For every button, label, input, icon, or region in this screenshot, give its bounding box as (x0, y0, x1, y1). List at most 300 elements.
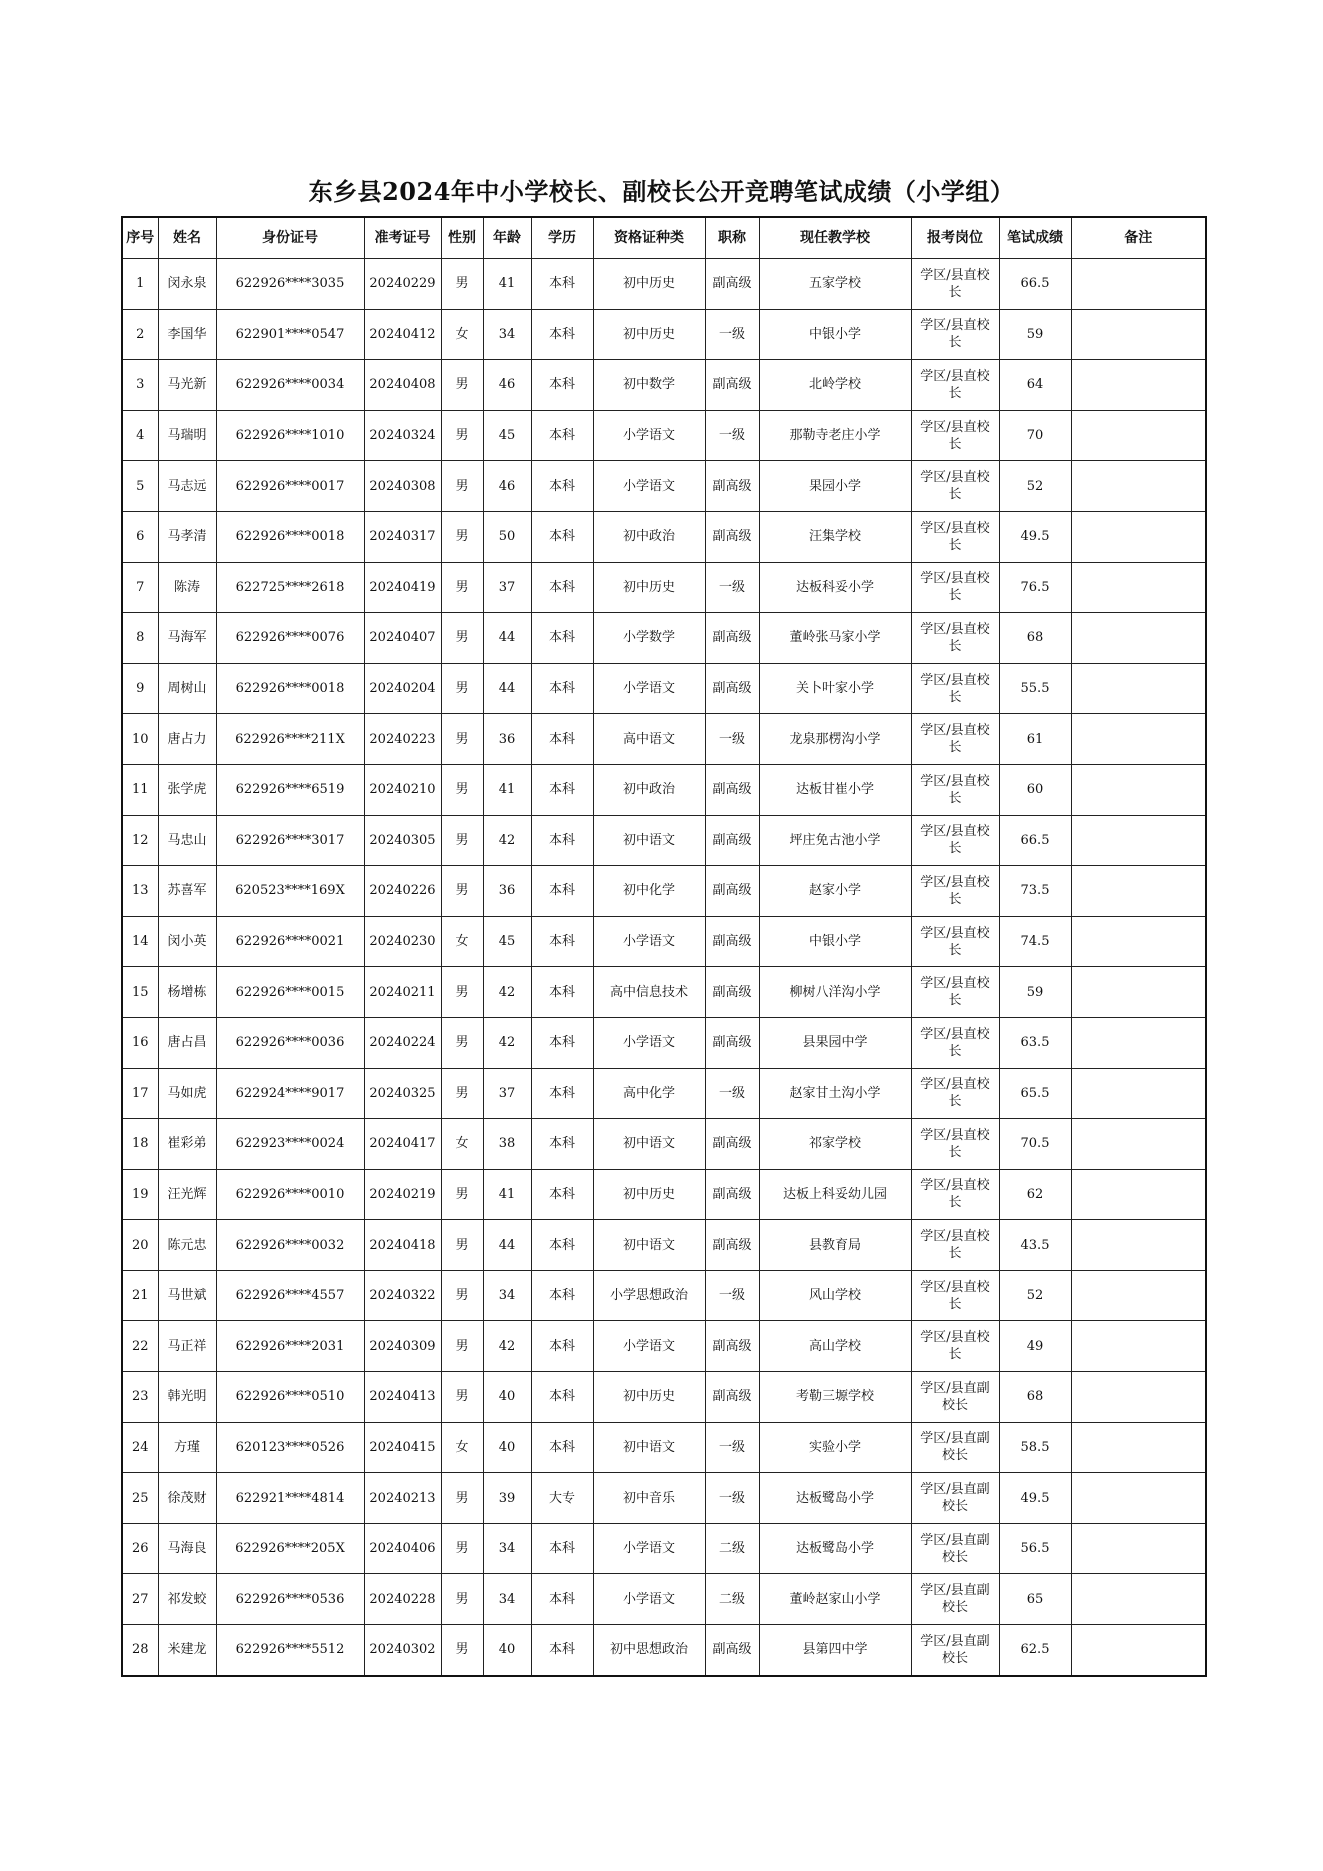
cell-index: 9 (122, 663, 158, 714)
cell-name: 陈涛 (158, 562, 216, 613)
cell-name: 米建龙 (158, 1625, 216, 1676)
table-row (122, 1473, 1206, 1524)
cell-age: 42 (483, 1017, 531, 1068)
cell-age: 46 (483, 360, 531, 411)
cell-score: 62.5 (999, 1625, 1071, 1676)
cell-certificate: 小学语文 (593, 1574, 705, 1625)
table-body (122, 259, 1206, 1676)
cell-remarks (1071, 1119, 1206, 1170)
col-header-education: 学历 (531, 217, 593, 259)
cell-current-school: 达板鹭岛小学 (759, 1523, 911, 1574)
cell-certificate: 小学思想政治 (593, 1270, 705, 1321)
table-row (122, 1372, 1206, 1423)
cell-id-number: 622926****205X (216, 1523, 364, 1574)
cell-title: 副高级 (705, 916, 759, 967)
cell-index: 5 (122, 461, 158, 512)
cell-score: 52 (999, 1270, 1071, 1321)
cell-gender: 男 (441, 1473, 483, 1524)
cell-exam-number: 20240211 (364, 967, 441, 1018)
cell-index: 14 (122, 916, 158, 967)
cell-index: 7 (122, 562, 158, 613)
table-row (122, 764, 1206, 815)
cell-current-school: 五家学校 (759, 259, 911, 310)
cell-exam-number: 20240213 (364, 1473, 441, 1524)
cell-current-school: 龙泉那楞沟小学 (759, 714, 911, 765)
cell-gender: 男 (441, 511, 483, 562)
cell-current-school: 董岭赵家山小学 (759, 1574, 911, 1625)
cell-age: 50 (483, 511, 531, 562)
cell-age: 34 (483, 1270, 531, 1321)
cell-education: 本科 (531, 1372, 593, 1423)
cell-title: 副高级 (705, 1372, 759, 1423)
cell-education: 本科 (531, 1625, 593, 1676)
cell-education: 本科 (531, 815, 593, 866)
table-row (122, 562, 1206, 613)
table-row (122, 1625, 1206, 1676)
cell-certificate: 初中音乐 (593, 1473, 705, 1524)
cell-index: 28 (122, 1625, 158, 1676)
cell-age: 41 (483, 764, 531, 815)
cell-score: 58.5 (999, 1422, 1071, 1473)
cell-current-school: 关卜叶家小学 (759, 663, 911, 714)
table-row (122, 360, 1206, 411)
cell-position: 学区/县直校长 (911, 1068, 999, 1119)
cell-exam-number: 20240226 (364, 866, 441, 917)
cell-remarks (1071, 410, 1206, 461)
cell-education: 大专 (531, 1473, 593, 1524)
cell-index: 25 (122, 1473, 158, 1524)
cell-id-number: 622926****0017 (216, 461, 364, 512)
cell-id-number: 622926****211X (216, 714, 364, 765)
cell-score: 65.5 (999, 1068, 1071, 1119)
cell-age: 37 (483, 562, 531, 613)
cell-age: 42 (483, 815, 531, 866)
cell-id-number: 622921****4814 (216, 1473, 364, 1524)
table-row (122, 613, 1206, 664)
cell-gender: 男 (441, 1372, 483, 1423)
cell-exam-number: 20240317 (364, 511, 441, 562)
cell-title: 副高级 (705, 1017, 759, 1068)
cell-position: 学区/县直校长 (911, 309, 999, 360)
cell-index: 4 (122, 410, 158, 461)
cell-remarks (1071, 1574, 1206, 1625)
cell-education: 本科 (531, 1220, 593, 1271)
table-row (122, 866, 1206, 917)
table-row (122, 259, 1206, 310)
cell-education: 本科 (531, 663, 593, 714)
cell-certificate: 初中化学 (593, 866, 705, 917)
col-header-gender: 性别 (441, 217, 483, 259)
cell-position: 学区/县直副校长 (911, 1625, 999, 1676)
scores-table (121, 216, 1207, 1677)
cell-remarks (1071, 1473, 1206, 1524)
cell-exam-number: 20240308 (364, 461, 441, 512)
cell-age: 34 (483, 1523, 531, 1574)
cell-index: 6 (122, 511, 158, 562)
cell-score: 76.5 (999, 562, 1071, 613)
cell-name: 马世斌 (158, 1270, 216, 1321)
page-title: 东乡县2024年中小学校长、副校长公开竞聘笔试成绩（小学组） (308, 177, 1015, 206)
cell-exam-number: 20240219 (364, 1169, 441, 1220)
cell-current-school: 达板鹭岛小学 (759, 1473, 911, 1524)
cell-name: 马志远 (158, 461, 216, 512)
cell-age: 45 (483, 410, 531, 461)
cell-certificate: 初中语文 (593, 815, 705, 866)
cell-position: 学区/县直校长 (911, 461, 999, 512)
cell-score: 61 (999, 714, 1071, 765)
cell-remarks (1071, 259, 1206, 310)
cell-gender: 男 (441, 1068, 483, 1119)
cell-index: 19 (122, 1169, 158, 1220)
cell-education: 本科 (531, 714, 593, 765)
cell-current-school: 县第四中学 (759, 1625, 911, 1676)
cell-gender: 男 (441, 663, 483, 714)
cell-remarks (1071, 309, 1206, 360)
cell-position: 学区/县直校长 (911, 1321, 999, 1372)
cell-exam-number: 20240413 (364, 1372, 441, 1423)
table-row (122, 410, 1206, 461)
cell-score: 59 (999, 309, 1071, 360)
table-row (122, 1017, 1206, 1068)
cell-remarks (1071, 1270, 1206, 1321)
cell-position: 学区/县直副校长 (911, 1473, 999, 1524)
cell-title: 一级 (705, 309, 759, 360)
cell-id-number: 622725****2618 (216, 562, 364, 613)
cell-id-number: 622926****4557 (216, 1270, 364, 1321)
cell-gender: 男 (441, 1270, 483, 1321)
cell-title: 一级 (705, 1270, 759, 1321)
cell-exam-number: 20240224 (364, 1017, 441, 1068)
cell-exam-number: 20240204 (364, 663, 441, 714)
cell-exam-number: 20240415 (364, 1422, 441, 1473)
cell-name: 陈元忠 (158, 1220, 216, 1271)
col-header-exam-number: 准考证号 (364, 217, 441, 259)
cell-score: 59 (999, 967, 1071, 1018)
cell-remarks (1071, 461, 1206, 512)
cell-score: 49.5 (999, 1473, 1071, 1524)
cell-remarks (1071, 1068, 1206, 1119)
cell-certificate: 小学语文 (593, 1321, 705, 1372)
cell-age: 44 (483, 1220, 531, 1271)
cell-name: 祁发蛟 (158, 1574, 216, 1625)
cell-name: 马海良 (158, 1523, 216, 1574)
cell-id-number: 620523****169X (216, 866, 364, 917)
table-row (122, 663, 1206, 714)
table-row (122, 1068, 1206, 1119)
cell-score: 68 (999, 613, 1071, 664)
cell-age: 34 (483, 309, 531, 360)
table-row (122, 916, 1206, 967)
cell-title: 副高级 (705, 259, 759, 310)
cell-position: 学区/县直校长 (911, 916, 999, 967)
cell-gender: 男 (441, 410, 483, 461)
cell-education: 本科 (531, 1270, 593, 1321)
col-header-title: 职称 (705, 217, 759, 259)
cell-index: 8 (122, 613, 158, 664)
cell-remarks (1071, 866, 1206, 917)
cell-gender: 男 (441, 461, 483, 512)
cell-position: 学区/县直校长 (911, 764, 999, 815)
cell-title: 一级 (705, 1068, 759, 1119)
cell-index: 21 (122, 1270, 158, 1321)
cell-id-number: 622926****3017 (216, 815, 364, 866)
cell-current-school: 赵家小学 (759, 866, 911, 917)
cell-position: 学区/县直校长 (911, 866, 999, 917)
cell-education: 本科 (531, 866, 593, 917)
cell-title: 副高级 (705, 866, 759, 917)
cell-position: 学区/县直副校长 (911, 1574, 999, 1625)
cell-name: 马光新 (158, 360, 216, 411)
cell-exam-number: 20240230 (364, 916, 441, 967)
cell-age: 41 (483, 1169, 531, 1220)
cell-education: 本科 (531, 1523, 593, 1574)
cell-title: 二级 (705, 1523, 759, 1574)
cell-current-school: 风山学校 (759, 1270, 911, 1321)
cell-position: 学区/县直校长 (911, 714, 999, 765)
cell-age: 42 (483, 967, 531, 1018)
cell-title: 副高级 (705, 1119, 759, 1170)
cell-gender: 女 (441, 1119, 483, 1170)
cell-exam-number: 20240407 (364, 613, 441, 664)
cell-age: 38 (483, 1119, 531, 1170)
cell-id-number: 622926****0018 (216, 663, 364, 714)
cell-gender: 男 (441, 1625, 483, 1676)
cell-index: 22 (122, 1321, 158, 1372)
cell-age: 34 (483, 1574, 531, 1625)
cell-certificate: 初中历史 (593, 1372, 705, 1423)
cell-title: 副高级 (705, 1321, 759, 1372)
cell-age: 44 (483, 663, 531, 714)
cell-current-school: 北岭学校 (759, 360, 911, 411)
cell-certificate: 小学语文 (593, 461, 705, 512)
cell-remarks (1071, 663, 1206, 714)
cell-gender: 男 (441, 562, 483, 613)
cell-exam-number: 20240406 (364, 1523, 441, 1574)
cell-name: 闵小英 (158, 916, 216, 967)
cell-remarks (1071, 967, 1206, 1018)
cell-certificate: 初中政治 (593, 764, 705, 815)
cell-certificate: 高中化学 (593, 1068, 705, 1119)
cell-exam-number: 20240228 (364, 1574, 441, 1625)
cell-gender: 男 (441, 967, 483, 1018)
cell-certificate: 小学语文 (593, 663, 705, 714)
col-header-remarks: 备注 (1071, 217, 1206, 259)
cell-id-number: 620123****0526 (216, 1422, 364, 1473)
cell-remarks (1071, 1017, 1206, 1068)
cell-name: 闵永泉 (158, 259, 216, 310)
cell-score: 56.5 (999, 1523, 1071, 1574)
cell-current-school: 赵家甘土沟小学 (759, 1068, 911, 1119)
cell-exam-number: 20240229 (364, 259, 441, 310)
cell-title: 副高级 (705, 815, 759, 866)
cell-current-school: 县果园中学 (759, 1017, 911, 1068)
cell-title: 副高级 (705, 511, 759, 562)
table-row (122, 1321, 1206, 1372)
cell-index: 26 (122, 1523, 158, 1574)
cell-education: 本科 (531, 967, 593, 1018)
cell-remarks (1071, 1422, 1206, 1473)
table-header-row (122, 217, 1206, 259)
cell-name: 崔彩弟 (158, 1119, 216, 1170)
cell-remarks (1071, 1321, 1206, 1372)
cell-gender: 男 (441, 866, 483, 917)
cell-exam-number: 20240302 (364, 1625, 441, 1676)
cell-certificate: 初中思想政治 (593, 1625, 705, 1676)
cell-remarks (1071, 714, 1206, 765)
cell-certificate: 初中语文 (593, 1220, 705, 1271)
cell-position: 学区/县直校长 (911, 511, 999, 562)
cell-age: 40 (483, 1422, 531, 1473)
cell-education: 本科 (531, 1068, 593, 1119)
cell-name: 韩光明 (158, 1372, 216, 1423)
cell-position: 学区/县直校长 (911, 259, 999, 310)
cell-age: 42 (483, 1321, 531, 1372)
cell-education: 本科 (531, 916, 593, 967)
cell-title: 副高级 (705, 1220, 759, 1271)
cell-age: 46 (483, 461, 531, 512)
cell-position: 学区/县直副校长 (911, 1372, 999, 1423)
cell-id-number: 622926****5512 (216, 1625, 364, 1676)
cell-name: 马瑞明 (158, 410, 216, 461)
cell-gender: 男 (441, 764, 483, 815)
cell-position: 学区/县直校长 (911, 815, 999, 866)
cell-remarks (1071, 562, 1206, 613)
cell-gender: 男 (441, 1321, 483, 1372)
cell-certificate: 初中语文 (593, 1422, 705, 1473)
cell-position: 学区/县直校长 (911, 360, 999, 411)
cell-education: 本科 (531, 309, 593, 360)
cell-position: 学区/县直副校长 (911, 1422, 999, 1473)
cell-education: 本科 (531, 1017, 593, 1068)
cell-score: 55.5 (999, 663, 1071, 714)
cell-index: 15 (122, 967, 158, 1018)
cell-title: 副高级 (705, 613, 759, 664)
cell-index: 10 (122, 714, 158, 765)
cell-position: 学区/县直校长 (911, 1270, 999, 1321)
cell-exam-number: 20240322 (364, 1270, 441, 1321)
cell-title: 一级 (705, 1473, 759, 1524)
cell-age: 41 (483, 259, 531, 310)
cell-score: 68 (999, 1372, 1071, 1423)
cell-age: 36 (483, 866, 531, 917)
table-row (122, 1119, 1206, 1170)
table-row (122, 1220, 1206, 1271)
cell-index: 2 (122, 309, 158, 360)
cell-education: 本科 (531, 562, 593, 613)
cell-current-school: 柳树八洋沟小学 (759, 967, 911, 1018)
cell-score: 52 (999, 461, 1071, 512)
table-row (122, 967, 1206, 1018)
cell-index: 24 (122, 1422, 158, 1473)
cell-score: 60 (999, 764, 1071, 815)
cell-name: 方瑾 (158, 1422, 216, 1473)
cell-gender: 男 (441, 1574, 483, 1625)
cell-id-number: 622926****0015 (216, 967, 364, 1018)
cell-id-number: 622926****0034 (216, 360, 364, 411)
cell-id-number: 622926****0536 (216, 1574, 364, 1625)
cell-title: 一级 (705, 714, 759, 765)
cell-index: 23 (122, 1372, 158, 1423)
cell-title: 副高级 (705, 764, 759, 815)
cell-index: 11 (122, 764, 158, 815)
cell-exam-number: 20240408 (364, 360, 441, 411)
table-row (122, 461, 1206, 512)
cell-index: 20 (122, 1220, 158, 1271)
cell-gender: 男 (441, 360, 483, 411)
cell-name: 汪光辉 (158, 1169, 216, 1220)
cell-gender: 女 (441, 309, 483, 360)
cell-index: 12 (122, 815, 158, 866)
cell-certificate: 初中数学 (593, 360, 705, 411)
cell-current-school: 董岭张马家小学 (759, 613, 911, 664)
cell-remarks (1071, 360, 1206, 411)
cell-remarks (1071, 1169, 1206, 1220)
cell-gender: 女 (441, 916, 483, 967)
cell-certificate: 初中政治 (593, 511, 705, 562)
cell-id-number: 622926****2031 (216, 1321, 364, 1372)
cell-id-number: 622926****0018 (216, 511, 364, 562)
cell-index: 3 (122, 360, 158, 411)
cell-certificate: 小学数学 (593, 613, 705, 664)
cell-certificate: 小学语文 (593, 916, 705, 967)
table-row (122, 1270, 1206, 1321)
col-header-position: 报考岗位 (911, 217, 999, 259)
table-row (122, 1523, 1206, 1574)
cell-remarks (1071, 1625, 1206, 1676)
cell-remarks (1071, 815, 1206, 866)
cell-current-school: 果园小学 (759, 461, 911, 512)
cell-name: 杨增栋 (158, 967, 216, 1018)
cell-name: 张学虎 (158, 764, 216, 815)
cell-current-school: 实验小学 (759, 1422, 911, 1473)
cell-age: 36 (483, 714, 531, 765)
cell-age: 40 (483, 1625, 531, 1676)
cell-name: 马忠山 (158, 815, 216, 866)
cell-score: 43.5 (999, 1220, 1071, 1271)
cell-score: 62 (999, 1169, 1071, 1220)
cell-education: 本科 (531, 511, 593, 562)
cell-education: 本科 (531, 1119, 593, 1170)
cell-id-number: 622926****0076 (216, 613, 364, 664)
cell-education: 本科 (531, 1321, 593, 1372)
cell-id-number: 622926****0510 (216, 1372, 364, 1423)
cell-index: 18 (122, 1119, 158, 1170)
cell-education: 本科 (531, 1422, 593, 1473)
cell-age: 40 (483, 1372, 531, 1423)
cell-gender: 男 (441, 1169, 483, 1220)
cell-age: 37 (483, 1068, 531, 1119)
cell-title: 副高级 (705, 1169, 759, 1220)
cell-index: 16 (122, 1017, 158, 1068)
cell-id-number: 622901****0547 (216, 309, 364, 360)
cell-score: 66.5 (999, 815, 1071, 866)
cell-score: 63.5 (999, 1017, 1071, 1068)
col-header-age: 年龄 (483, 217, 531, 259)
cell-id-number: 622926****0010 (216, 1169, 364, 1220)
col-header-current-school: 现任教学校 (759, 217, 911, 259)
cell-age: 45 (483, 916, 531, 967)
col-header-index: 序号 (122, 217, 158, 259)
cell-position: 学区/县直校长 (911, 1220, 999, 1271)
cell-certificate: 初中历史 (593, 259, 705, 310)
cell-current-school: 中银小学 (759, 309, 911, 360)
cell-name: 马正祥 (158, 1321, 216, 1372)
cell-current-school: 考勒三塬学校 (759, 1372, 911, 1423)
cell-gender: 男 (441, 259, 483, 310)
cell-education: 本科 (531, 764, 593, 815)
col-header-name: 姓名 (158, 217, 216, 259)
cell-name: 马海军 (158, 613, 216, 664)
